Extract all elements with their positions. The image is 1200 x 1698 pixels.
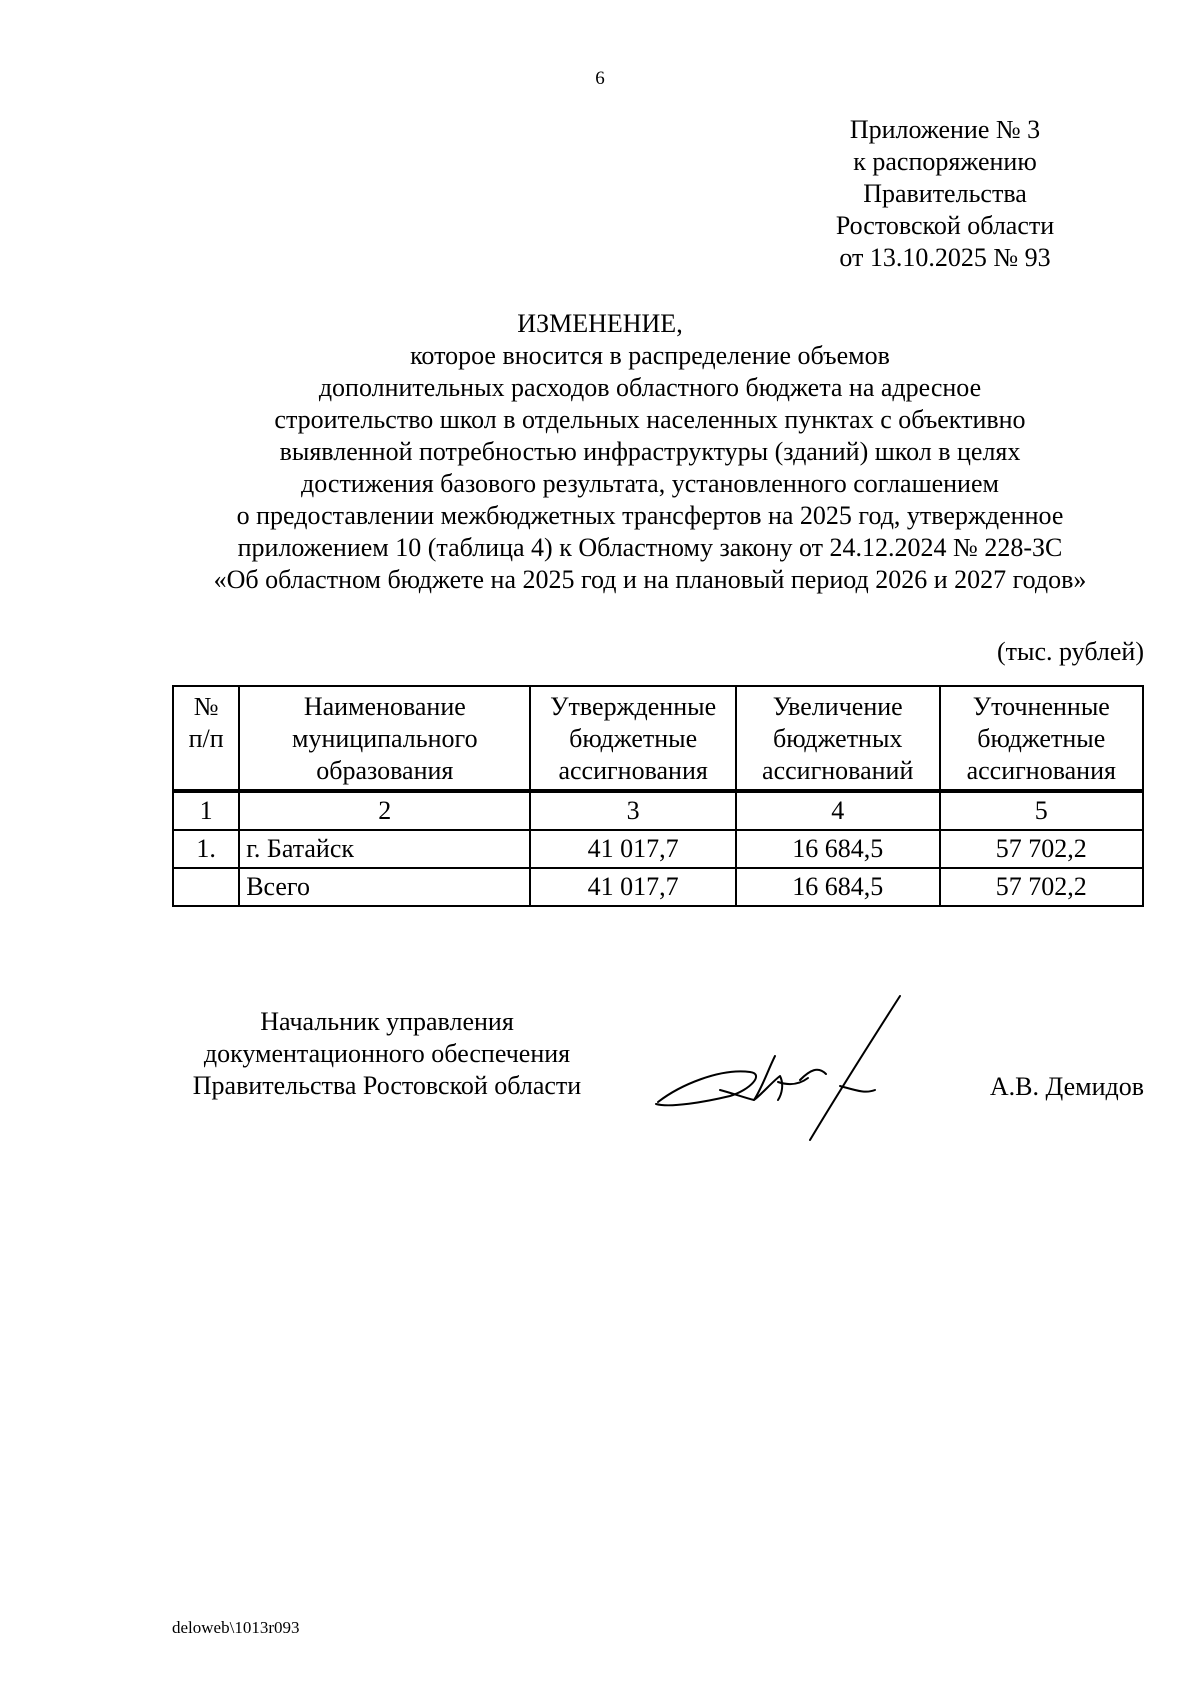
signer-position (172, 1006, 602, 1102)
row-refined: 57 702,2 (940, 830, 1143, 868)
column-index-cell: 3 (530, 791, 735, 830)
table-total-row (173, 868, 1143, 906)
row-increase: 16 684,5 (736, 830, 940, 868)
total-refined: 57 702,2 (940, 868, 1143, 906)
signer-position-line: Правительства Ростовской области (192, 1071, 582, 1100)
handwritten-signature (650, 990, 940, 1150)
header-increase: Увеличение бюджетных ассигнований (736, 686, 940, 791)
total-approved: 41 017,7 (530, 868, 735, 906)
signer-position-line: документационного обеспечения (203, 1039, 571, 1068)
appendix-line: Правительства (863, 179, 1027, 208)
budget-table (172, 685, 1144, 907)
column-index-row (173, 791, 1143, 830)
document-title: ИЗМЕНЕНИЕ, (517, 309, 683, 338)
subtitle-line: выявленной потребностью инфраструктуры (зданий) школ в целях (279, 437, 1021, 466)
subtitle-line: достижения базового результата, установленного соглашением (301, 469, 999, 498)
header-refined: Уточненные бюджетные ассигнования (940, 686, 1143, 791)
subtitle-line: «Об областном бюджете на 2025 год и на плановый период 2026 и 2027 годов» (213, 565, 1087, 594)
subtitle-line: о предоставлении межбюджетных трансфертов на 2025 год, утвержденное (236, 501, 1064, 530)
column-index-cell: 2 (239, 791, 530, 830)
column-index-cell: 1 (173, 791, 239, 830)
appendix-line: Ростовской области (835, 211, 1055, 240)
page-number: 6 (595, 68, 605, 89)
subtitle-line: дополнительных расходов областного бюджета на адресное (318, 373, 982, 402)
appendix-line: от 13.10.2025 № 93 (839, 243, 1051, 272)
subtitle-line: строительство школ в отдельных населенных пунктах с объективно (274, 405, 1026, 434)
footer-code: deloweb\1013r093 (172, 1618, 300, 1637)
table-header-row (173, 686, 1143, 791)
table-row (173, 830, 1143, 868)
appendix-block (790, 114, 1100, 274)
total-label: Всего (239, 868, 530, 906)
units-label: (тыс. рублей) (996, 637, 1144, 666)
row-num: 1. (173, 830, 239, 868)
subtitle-line: которое вносится в распределение объемов (410, 341, 890, 370)
signer-name: А.В. Демидов (989, 1072, 1144, 1101)
appendix-line: Приложение № 3 (849, 115, 1041, 144)
document-subtitle (100, 340, 1200, 596)
header-name: Наименование муниципального образования (239, 686, 530, 791)
header-approved: Утвержденные бюджетные ассигнования (530, 686, 735, 791)
subtitle-line: приложением 10 (таблица 4) к Областному закону от 24.12.2024 № 228-ЗС (237, 533, 1063, 562)
row-approved: 41 017,7 (530, 830, 735, 868)
row-municipality: г. Батайск (239, 830, 530, 868)
appendix-line: к распоряжению (853, 147, 1037, 176)
header-num: № п/п (173, 686, 239, 791)
column-index-cell: 4 (736, 791, 940, 830)
total-increase: 16 684,5 (736, 868, 940, 906)
column-index-cell: 5 (940, 791, 1143, 830)
signer-position-line: Начальник управления (260, 1007, 514, 1036)
total-num (173, 868, 239, 906)
